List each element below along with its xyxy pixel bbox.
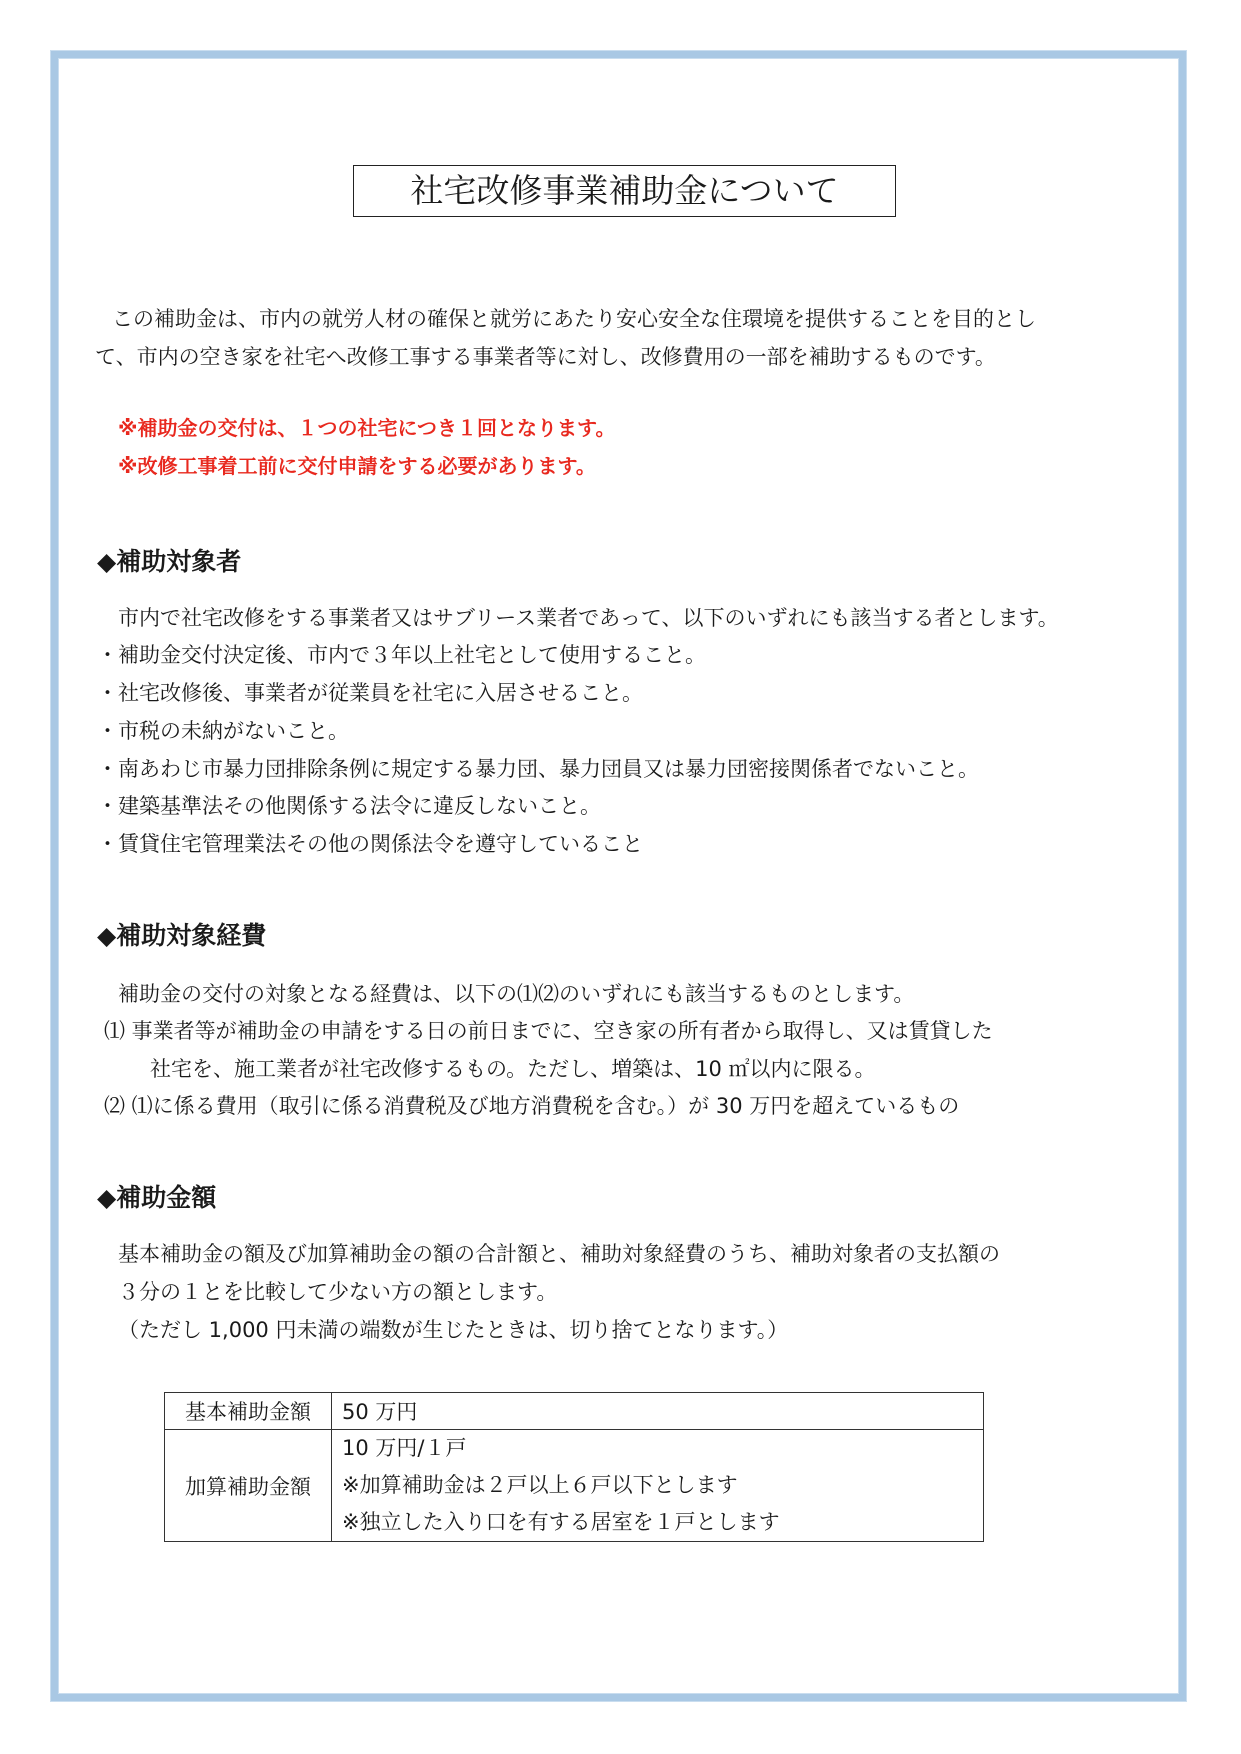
expenses-item-1-line-2: 社宅を、施工業者が社宅改修するもの。ただし、増築は、10 ㎡以内に限る。 — [150, 1057, 876, 1081]
additional-amount-per-unit: 10 万円/１戸 — [342, 1436, 467, 1460]
eligible-item: ・賃貸住宅管理業法その他の関係法令を遵守していること — [97, 832, 643, 856]
basic-amount-label: 基本補助金額 — [165, 1393, 332, 1430]
table-row — [165, 1393, 984, 1430]
amount-line-1: 基本補助金の額及び加算補助金の額の合計額と、補助対象経費のうち、補助対象者の支払額の — [118, 1242, 1000, 1266]
subsidy-amount-table — [164, 1392, 984, 1542]
intro-line-1: この補助金は、市内の就労人材の確保と就労にあたり安心安全な住環境を提供することを目的とし — [112, 307, 1036, 331]
expenses-item-2: ⑵ ⑴に係る費用（取引に係る消費税及び地方消費税を含む。）が 30 万円を超えているもの — [104, 1094, 960, 1118]
page-title: 社宅改修事業補助金について — [353, 165, 896, 217]
intro-line-2: て、市内の空き家を社宅へ改修工事する事業者等に対し、改修費用の一部を補助するものです。 — [95, 345, 996, 369]
basic-amount-value: 50 万円 — [332, 1393, 984, 1430]
eligible-lead: 市内で社宅改修をする事業者又はサブリース業者であって、以下のいずれにも該当する者とします。 — [118, 606, 1059, 630]
amount-line-2: ３分の１とを比較して少ない方の額とします。 — [118, 1280, 558, 1304]
eligible-item: ・補助金交付決定後、市内で３年以上社宅として使用すること。 — [97, 643, 706, 667]
additional-amount-value — [332, 1430, 984, 1542]
additional-amount-note-range: ※加算補助金は２戸以上６戸以下とします — [342, 1473, 738, 1497]
eligible-item: ・南あわじ市暴力団排除条例に規定する暴力団、暴力団員又は暴力団密接関係者でないこと。 — [97, 757, 979, 781]
expenses-item-1-line-1: ⑴ 事業者等が補助金の申請をする日の前日までに、空き家の所有者から取得し、又は賃貸した — [104, 1019, 993, 1043]
heading-eligible: ◆補助対象者 — [97, 547, 242, 576]
additional-amount-label: 加算補助金額 — [165, 1430, 332, 1542]
table-row — [165, 1430, 984, 1542]
eligible-item: ・社宅改修後、事業者が従業員を社宅に入居させること。 — [97, 681, 643, 705]
eligible-item: ・建築基準法その他関係する法令に違反しないこと。 — [97, 794, 601, 818]
eligible-item: ・市税の未納がないこと。 — [97, 719, 349, 743]
amount-line-3: （ただし 1,000 円未満の端数が生じたときは、切り捨てとなります。） — [118, 1318, 789, 1342]
additional-amount-note-unit: ※独立した入り口を有する居室を１戸とします — [342, 1510, 780, 1534]
note-once-per-house: ※補助金の交付は、１つの社宅につき１回となります。 — [118, 416, 616, 440]
expenses-lead: 補助金の交付の対象となる経費は、以下の⑴⑵のいずれにも該当するものとします。 — [118, 982, 915, 1006]
heading-expenses: ◆補助対象経費 — [97, 921, 267, 950]
heading-amount: ◆補助金額 — [97, 1183, 217, 1212]
note-apply-before-work: ※改修工事着工前に交付申請をする必要があります。 — [118, 454, 596, 478]
